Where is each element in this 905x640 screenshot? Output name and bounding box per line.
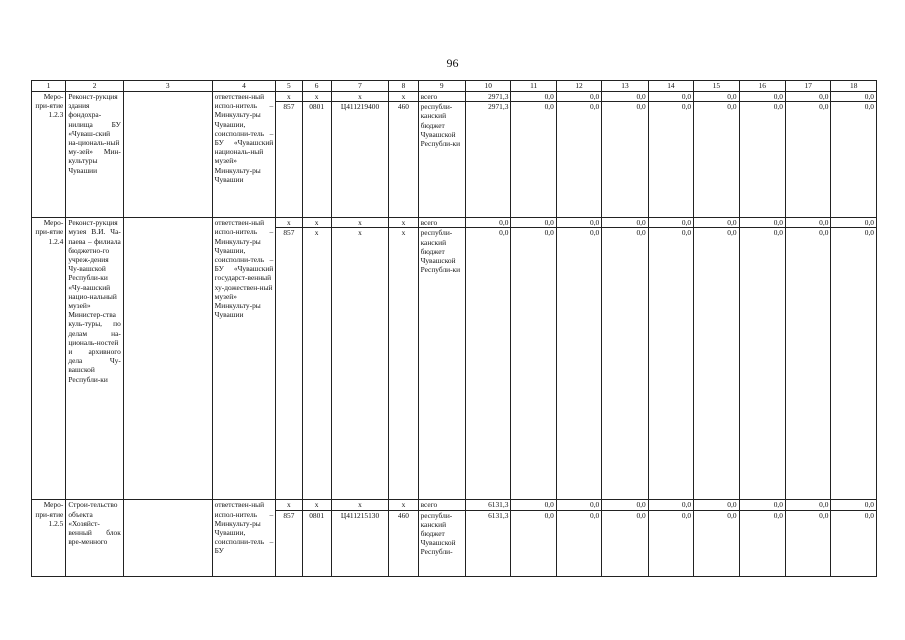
empty-cell xyxy=(123,500,212,576)
fin-cell: x xyxy=(331,228,389,500)
fin-cell: 0,0 xyxy=(739,102,785,218)
fin-cell: x xyxy=(302,92,331,102)
col-header: 9 xyxy=(418,81,465,92)
fin-cell: 0,0 xyxy=(739,228,785,500)
fin-cell: x xyxy=(276,500,302,510)
measure-cell: Меро-при-ятие 1.2.5 xyxy=(32,500,66,576)
fin-cell: 0,0 xyxy=(694,510,739,576)
col-header: 1 xyxy=(32,81,66,92)
col-header: 17 xyxy=(785,81,830,92)
fin-cell: 0,0 xyxy=(556,218,601,228)
fin-cell: 0,0 xyxy=(511,102,556,218)
fin-cell: x xyxy=(389,500,418,510)
fin-cell: 0,0 xyxy=(831,102,877,218)
fin-cell: 0,0 xyxy=(739,218,785,228)
fin-cell: 0,0 xyxy=(739,92,785,102)
fin-cell: республи-канский бюджет Чувашской Республи- xyxy=(418,510,465,576)
fin-cell: 0,0 xyxy=(739,510,785,576)
col-header: 16 xyxy=(739,81,785,92)
fin-cell: 857 xyxy=(276,228,302,500)
fin-cell: 0,0 xyxy=(511,510,556,576)
measure-cell: Меро-при-ятие 1.2.3 xyxy=(32,92,66,218)
fin-cell: 0,0 xyxy=(739,500,785,510)
fin-cell: 0,0 xyxy=(694,228,739,500)
fin-cell: всего xyxy=(418,218,465,228)
fin-cell: x xyxy=(276,92,302,102)
executor-cell: ответствен-ный испол-нитель – Минкульту-ры Чувашии, соисполни-тель – БУ «Чувашский националь-ный музей» Минкульту-ры Чувашии xyxy=(212,92,276,218)
event-name-cell: Строи-тельство объекта «Хозяйст-венный блок вре-менного xyxy=(66,500,124,576)
fin-cell: 0,0 xyxy=(694,102,739,218)
measure-cell: Меро-при-ятие 1.2.4 xyxy=(32,218,66,500)
fin-cell: 0,0 xyxy=(694,500,739,510)
col-header: 12 xyxy=(556,81,601,92)
col-header: 7 xyxy=(331,81,389,92)
fin-cell: 6131,3 xyxy=(466,500,511,510)
fin-cell: x xyxy=(302,218,331,228)
fin-cell: 0,0 xyxy=(694,218,739,228)
header-row xyxy=(32,81,877,92)
table-row xyxy=(32,218,877,228)
fin-cell: 0,0 xyxy=(694,92,739,102)
fin-cell: Ц411215130 xyxy=(331,510,389,576)
fin-cell: 0,0 xyxy=(511,228,556,500)
col-header: 6 xyxy=(302,81,331,92)
col-header: 2 xyxy=(66,81,124,92)
fin-cell: 0,0 xyxy=(831,500,877,510)
fin-cell: 2971,3 xyxy=(466,92,511,102)
fin-cell: 0801 xyxy=(302,510,331,576)
fin-cell: x xyxy=(331,218,389,228)
fin-cell: x xyxy=(331,500,389,510)
fin-cell: 0,0 xyxy=(785,510,830,576)
fin-cell: 0,0 xyxy=(556,102,601,218)
executor-cell: ответствен-ный испол-нитель – Минкульту-ры Чувашии, соисполни-тель – БУ xyxy=(212,500,276,576)
fin-cell: 0,0 xyxy=(831,510,877,576)
fin-cell: 0,0 xyxy=(785,92,830,102)
fin-cell: всего xyxy=(418,92,465,102)
fin-cell: 0,0 xyxy=(831,92,877,102)
table-row xyxy=(32,500,877,510)
fin-cell: 0,0 xyxy=(511,218,556,228)
budget-table xyxy=(31,80,877,577)
page-number: 96 xyxy=(446,56,459,70)
fin-cell: 0,0 xyxy=(602,228,648,500)
fin-cell: 460 xyxy=(389,510,418,576)
fin-cell: 0,0 xyxy=(556,500,601,510)
col-header: 18 xyxy=(831,81,877,92)
fin-cell: 0801 xyxy=(302,102,331,218)
fin-cell: 0,0 xyxy=(466,228,511,500)
fin-cell: x xyxy=(389,92,418,102)
fin-cell: 0,0 xyxy=(511,500,556,510)
fin-cell: 0,0 xyxy=(831,218,877,228)
col-header: 14 xyxy=(648,81,693,92)
fin-cell: 2971,3 xyxy=(466,102,511,218)
fin-cell: 0,0 xyxy=(648,228,693,500)
fin-cell: x xyxy=(302,500,331,510)
fin-cell: 0,0 xyxy=(556,510,601,576)
fin-cell: 0,0 xyxy=(831,228,877,500)
fin-cell: x xyxy=(389,218,418,228)
fin-cell: 0,0 xyxy=(648,218,693,228)
fin-cell: 6131,3 xyxy=(466,510,511,576)
col-header: 13 xyxy=(602,81,648,92)
fin-cell: 857 xyxy=(276,510,302,576)
fin-cell: x xyxy=(302,228,331,500)
fin-cell: 0,0 xyxy=(648,510,693,576)
col-header: 8 xyxy=(389,81,418,92)
fin-cell: 0,0 xyxy=(556,92,601,102)
table-row xyxy=(32,92,877,102)
event-name-cell: Реконст-рукция музея В.И. Ча-паева – филиала бюджетно-го учреж-дения Чу-вашской Республи-ки «Чу-вашский нацио-нальный музей» Министер-ства куль-туры, по делам на-циональ-ностей и архивного дела Чу-вашской Республи-ки xyxy=(66,218,124,500)
event-name-cell: Реконст-рукция здания фондохра-нилища БУ «Чуваш-ский на-циональ-ный му-зей» Мин-культуры Чувашии xyxy=(66,92,124,218)
fin-cell: 0,0 xyxy=(466,218,511,228)
fin-cell: 0,0 xyxy=(602,102,648,218)
fin-cell: 0,0 xyxy=(511,92,556,102)
col-header: 10 xyxy=(466,81,511,92)
fin-cell: 460 xyxy=(389,102,418,218)
fin-cell: всего xyxy=(418,500,465,510)
executor-cell: ответствен-ный испол-нитель – Минкульту-ры Чувашии, соисполни-тель – БУ «Чувашский государст-венный ху-дожествен-ный музей» Минкульту-ры Чувашии xyxy=(212,218,276,500)
fin-cell: 0,0 xyxy=(785,500,830,510)
fin-cell: республи-канский бюджет Чувашской Республи-ки xyxy=(418,228,465,500)
fin-cell: 0,0 xyxy=(648,92,693,102)
fin-cell: 0,0 xyxy=(785,218,830,228)
col-header: 4 xyxy=(212,81,276,92)
fin-cell: 0,0 xyxy=(785,102,830,218)
col-header: 5 xyxy=(276,81,302,92)
fin-cell: 0,0 xyxy=(648,500,693,510)
fin-cell: 0,0 xyxy=(602,218,648,228)
fin-cell: Ц411219400 xyxy=(331,102,389,218)
fin-cell: 0,0 xyxy=(602,92,648,102)
col-header: 3 xyxy=(123,81,212,92)
fin-cell: 0,0 xyxy=(556,228,601,500)
empty-cell xyxy=(123,218,212,500)
fin-cell: 857 xyxy=(276,102,302,218)
col-header: 15 xyxy=(694,81,739,92)
fin-cell: 0,0 xyxy=(648,102,693,218)
fin-cell: x xyxy=(276,218,302,228)
fin-cell: x xyxy=(331,92,389,102)
fin-cell: x xyxy=(389,228,418,500)
fin-cell: 0,0 xyxy=(602,500,648,510)
col-header: 11 xyxy=(511,81,556,92)
fin-cell: 0,0 xyxy=(602,510,648,576)
fin-cell: 0,0 xyxy=(785,228,830,500)
empty-cell xyxy=(123,92,212,218)
fin-cell: республи-канский бюджет Чувашской Республи-ки xyxy=(418,102,465,218)
